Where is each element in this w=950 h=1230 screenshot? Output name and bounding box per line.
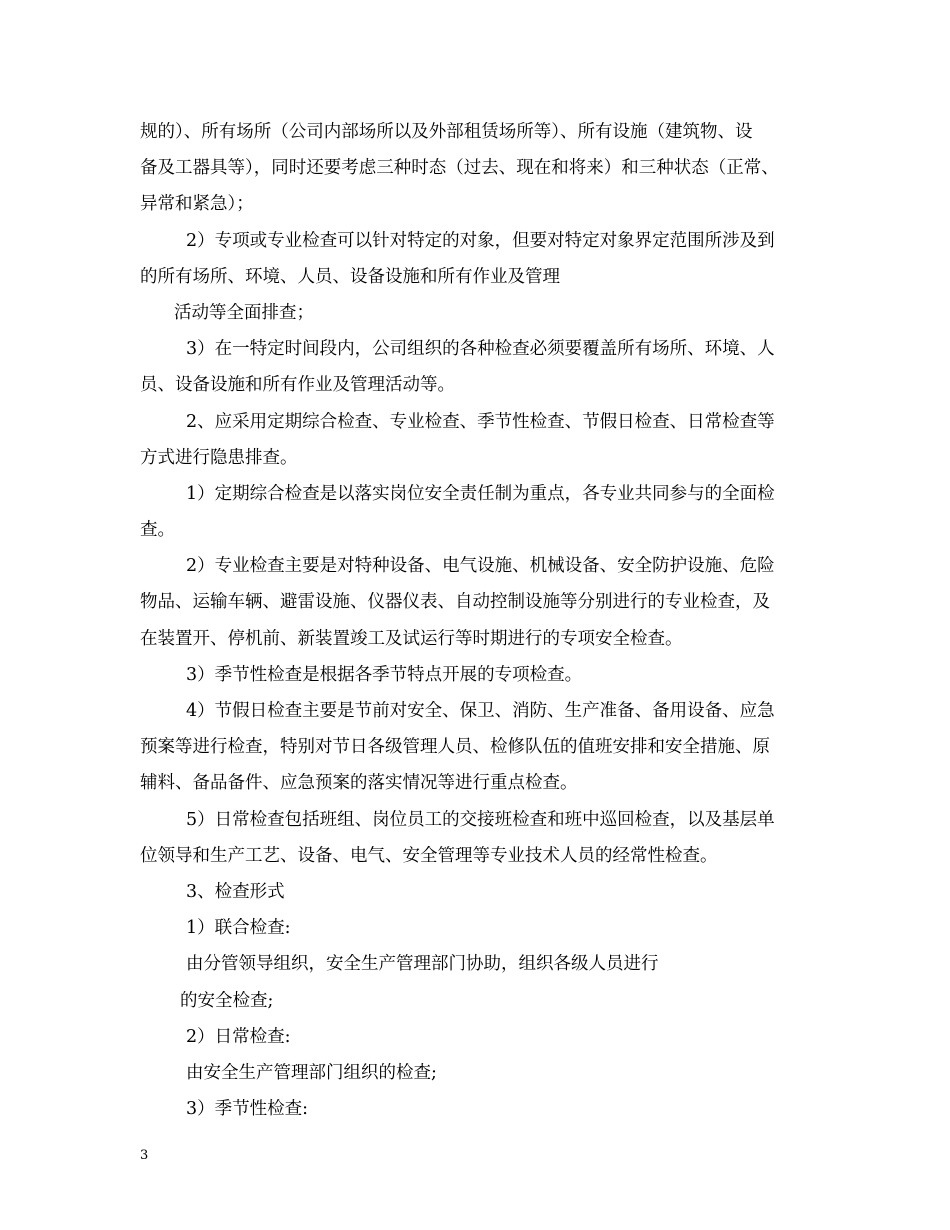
document-body [140, 114, 820, 1127]
text-line: 查。 [140, 520, 175, 541]
text-line: 方式进行隐患排查。 [140, 447, 298, 468]
text-line: 由分管领导组织，安全生产管理部门协助，组织各级人员进行 [186, 954, 659, 975]
text-line: 辅料、备品备件、应急预案的落实情况等进行重点检查。 [140, 773, 578, 794]
text-line: 的所有场所、环境、人员、设备设施和所有作业及管理 [140, 266, 560, 287]
text-line: 1）定期综合检查是以落实岗位安全责任制为重点，各专业共同参与的全面检 [186, 483, 775, 504]
text-line: 在装置开、停机前、新装置竣工及试运行等时期进行的专项安全检查。 [140, 628, 683, 649]
text-line: 3）季节性检查是根据各季节特点开展的专项检查。 [186, 664, 583, 685]
text-line: 预案等进行检查，特别对节日各级管理人员、检修队伍的值班安排和安全措施、原 [140, 737, 770, 758]
text-line: 2）专项或专业检查可以针对特定的对象，但要对特定对象界定范围所涉及到 [186, 230, 775, 251]
text-line: 1）联合检查: [186, 918, 291, 939]
text-line: 3）季节性检查: [186, 1099, 309, 1120]
page-number: 3 [140, 1148, 149, 1163]
text-line: 员、设备设施和所有作业及管理活动等。 [140, 375, 455, 396]
text-line: 2、应采用定期综合检查、专业检查、季节性检查、节假日检查、日常检查等 [186, 411, 775, 432]
text-line: 3、检查形式 [186, 881, 285, 902]
text-line: 物品、运输车辆、避雷设施、仪器仪表、自动控制设施等分别进行的专业检查，及 [140, 592, 770, 613]
text-line: 4）节假日检查主要是节前对安全、保卫、消防、生产准备、备用设备、应急 [186, 701, 775, 721]
text-line: 规的）、所有场所（公司内部场所以及外部租赁场所等）、所有设施（建筑物、设 [140, 122, 753, 142]
text-line: 5）日常检查包括班组、岗位员工的交接班检查和班中巡回检查，以及基层单 [186, 809, 775, 830]
text-line: 异常和紧急）； [140, 194, 254, 215]
text-line: 的安全检查; [180, 990, 274, 1011]
text-line: 活动等全面排查； [174, 302, 314, 323]
text-line: 位领导和生产工艺、设备、电气、安全管理等专业技术人员的经常性检查。 [140, 845, 718, 866]
text-line: 由安全生产管理部门组织的检查; [186, 1062, 437, 1083]
text-line: 备及工器具等），同时还要考虑三种时态（过去、现在和将来）和三种状态（正常、 [140, 158, 779, 179]
text-line: 3）在一特定时间段内，公司组织的各种检查必须要覆盖所有场所、环境、人 [186, 339, 775, 360]
text-line: 2）专业检查主要是对特种设备、电气设施、机械设备、安全防护设施、危险 [186, 556, 775, 577]
text-line: 2）日常检查: [186, 1026, 291, 1047]
